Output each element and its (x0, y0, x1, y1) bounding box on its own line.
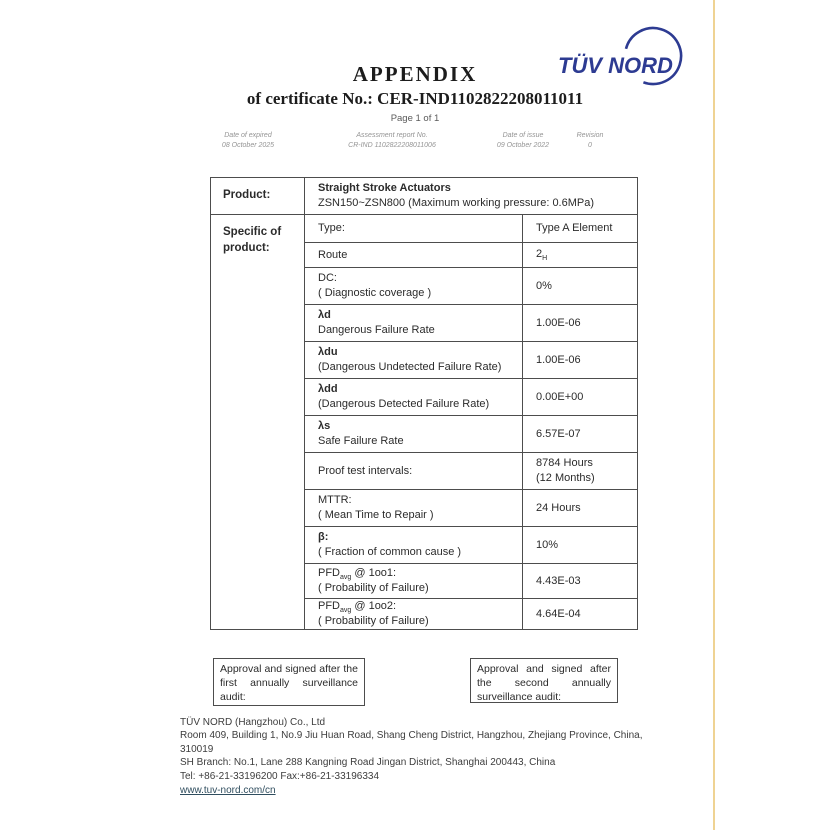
param-cell (305, 342, 523, 378)
page-title: APPENDIX (352, 62, 478, 86)
meta-label: Assessment report No. (356, 132, 428, 139)
footer-address1: Room 409, Building 1, No.9 Jiu Huan Road, Shang Cheng District, Hangzhou, Zhejiang Province, China, 310019 (180, 730, 643, 755)
value-cell (523, 527, 637, 563)
param-name: Type: (318, 222, 345, 235)
approval-box-second-audit: Approval and signed after the second annually surveillance audit: (470, 658, 618, 703)
product-name: Straight Stroke Actuators (318, 182, 451, 195)
param-value: Type A Element (536, 222, 613, 235)
meta-value: 0 (588, 141, 592, 149)
table-row-lambda-s (305, 416, 637, 453)
param-desc: Safe Failure Rate (318, 435, 404, 447)
approval-box-first-audit: Approval and signed after the first annually surveillance audit: (213, 658, 365, 706)
param-name: $PFD_{avg}$ @ 1oo2: (318, 600, 397, 615)
param-value: 1.00E-06 (536, 353, 581, 366)
param-value: 8784 Hours (536, 457, 593, 470)
param-desc: ( Probability of Failure) (318, 582, 429, 595)
footer-company: TÜV NORD (Hangzhou) Co., Ltd (180, 717, 326, 728)
product-spec: ZSN150~ZSN800 (Maximum working pressure: 0.6MPa) (318, 197, 595, 209)
param-value-line2: (12 Months) (536, 472, 595, 484)
table-row-beta (305, 527, 637, 564)
footer-address2: SH Branch: No.1, Lane 288 Kangning Road Jingan District, Shanghai 200443, China (180, 757, 556, 769)
param-desc: (Dangerous Detected Failure Rate) (318, 398, 490, 410)
table-row-type (305, 215, 637, 243)
param-cell (305, 453, 523, 489)
param-cell (305, 416, 523, 452)
value-cell (523, 215, 637, 242)
meta-value: 09 October 2022 (496, 141, 550, 149)
value-cell (523, 564, 637, 598)
title-block (180, 62, 650, 124)
product-row (211, 178, 637, 215)
value-cell (523, 599, 637, 629)
param-desc: ( Mean Time to Repair ) (318, 509, 434, 521)
specific-of-product-label: Specific of product: (211, 215, 305, 629)
meta-date-of-expired (198, 131, 298, 151)
value-cell (523, 453, 637, 489)
table-body (211, 215, 637, 629)
param-desc: Dangerous Failure Rate (318, 324, 435, 336)
scan-page-edge (713, 0, 715, 830)
value-cell (523, 305, 637, 341)
meta-revision (548, 131, 632, 151)
product-label: Product: (211, 178, 305, 214)
table-row-proof-test (305, 453, 637, 490)
meta-label: Revision (576, 132, 604, 139)
value-cell (523, 342, 637, 378)
param-cell (305, 527, 523, 563)
website-link[interactable]: www.tuv-nord.com/cn (180, 784, 276, 796)
param-cell (305, 305, 523, 341)
table-row-route (305, 243, 637, 268)
param-name: λdu (318, 346, 338, 359)
param-value: 24 Hours (536, 501, 581, 514)
meta-label: Date of expired (224, 132, 272, 139)
param-name: λs (318, 420, 331, 433)
param-value: 6.57E-07 (536, 427, 581, 440)
param-value: 1.00E-06 (536, 316, 581, 329)
value-cell (523, 243, 637, 267)
param-cell (305, 490, 523, 526)
param-value: 0% (536, 279, 552, 292)
value-cell (523, 379, 637, 415)
parameter-rows (305, 215, 637, 629)
table-row-pfd-1oo1 (305, 564, 637, 599)
table-row-lambda-d (305, 305, 637, 342)
param-desc: ( Fraction of common cause ) (318, 546, 462, 558)
meta-label: Date of issue (502, 132, 544, 139)
value-cell (523, 416, 637, 452)
param-name: Route (318, 248, 348, 261)
param-cell (305, 379, 523, 415)
footer (180, 716, 670, 797)
meta-value: 08 October 2025 (221, 141, 275, 149)
param-cell (305, 215, 523, 242)
logo-text: TÜV NORD (558, 53, 673, 78)
param-name: λd (318, 309, 331, 322)
param-value: 4.64E-04 (536, 607, 581, 620)
product-content (305, 178, 637, 214)
param-name: MTTR: (318, 494, 352, 507)
param-name: $PFD_{avg}$ @ 1oo1: (318, 567, 397, 582)
param-name: λdd (318, 383, 338, 396)
param-desc: ( Diagnostic coverage ) (318, 287, 432, 299)
param-value: $2_H$ (536, 248, 548, 263)
param-cell (305, 564, 523, 598)
meta-value: CR-IND 1102822208011006 (348, 141, 436, 149)
value-cell (523, 490, 637, 526)
param-desc: (Dangerous Undetected Failure Rate) (318, 361, 502, 373)
value-cell (523, 268, 637, 304)
param-name: Proof test intervals: (318, 464, 413, 477)
param-name: β: (318, 531, 329, 544)
table-row-lambda-du (305, 342, 637, 379)
table-row-pfd-1oo2 (305, 599, 637, 629)
param-desc: ( Probability of Failure) (318, 615, 429, 628)
table-row-lambda-dd (305, 379, 637, 416)
page-number: Page 1 of 1 (390, 113, 440, 125)
param-value: 4.43E-03 (536, 574, 581, 587)
param-value: 10% (536, 538, 559, 551)
table-row-mttr (305, 490, 637, 527)
param-value: 0.00E+00 (536, 390, 584, 403)
param-cell (305, 599, 523, 629)
certificate-number: of certificate No.: CER-IND1102822208011011 (246, 89, 584, 109)
param-cell (305, 243, 523, 267)
param-name: DC: (318, 272, 337, 285)
product-table (210, 177, 638, 630)
table-row-dc (305, 268, 637, 305)
footer-tel-fax: Tel: +86-21-33196200 Fax:+86-21-33196334 (180, 770, 380, 782)
meta-assessment-report (302, 131, 482, 151)
param-cell (305, 268, 523, 304)
